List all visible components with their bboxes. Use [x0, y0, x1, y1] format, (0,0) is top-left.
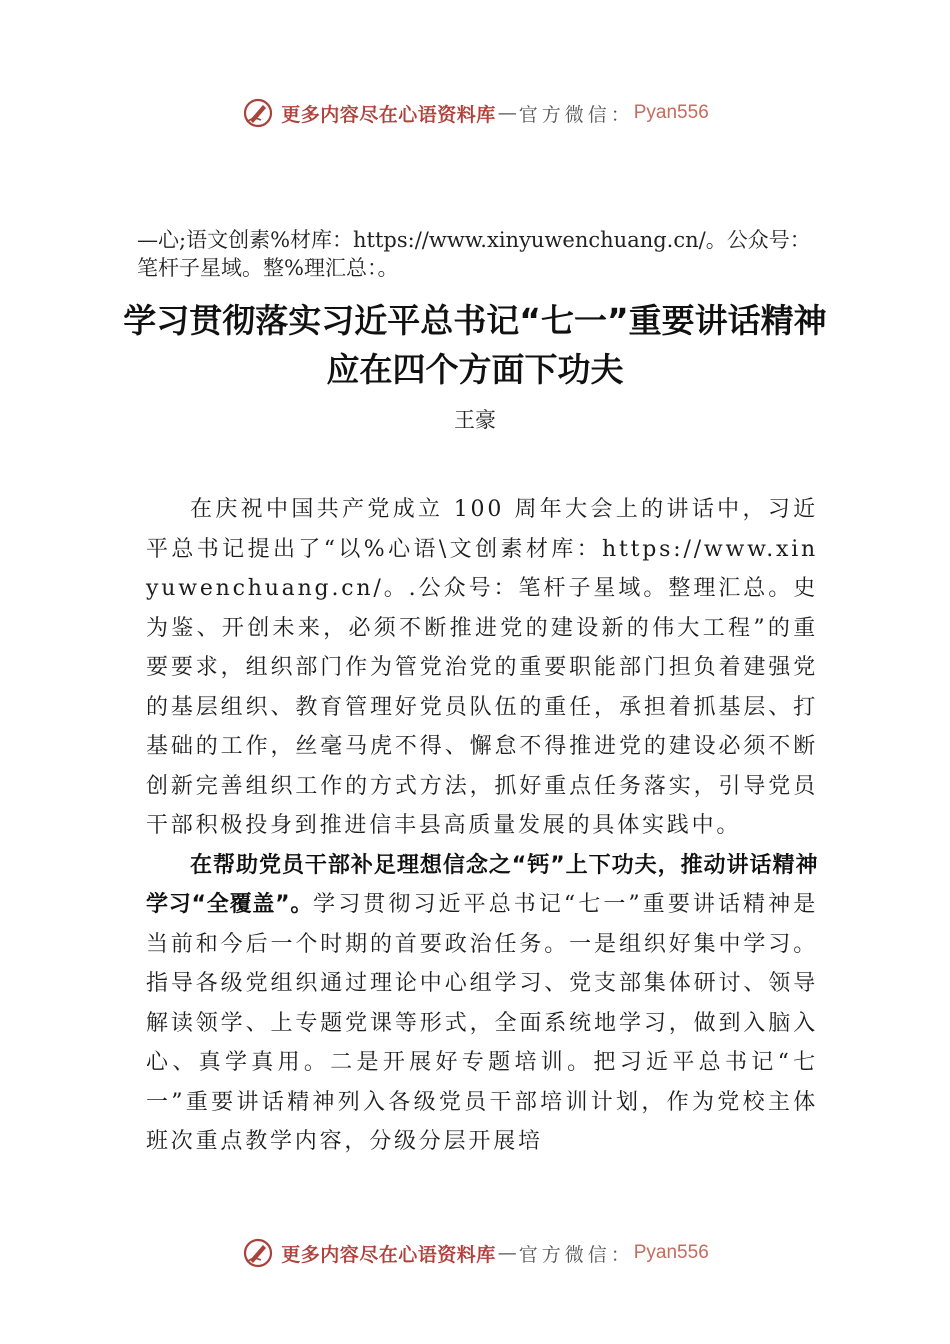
header-banner: [0, 93, 950, 133]
paragraph-intro: 在庆祝中国共产党成立 100 周年大会上的讲话中，习近平总书记提出了“以%心语\文创素材库：https://www.xinyuwenchuang.cn/。.公众号：笔杆子星域。整理汇总。史为鉴、开创未来，必须不断推进党的建设新的伟大工程”的重要要求，组织部门作为管党治党的重要职能部门担负着建强党的基层组织、教育管理好党员队伍的重任，承担着抓基层、打基础的工作，丝毫马虎不得、懈怠不得推进党的建设必须不断创新完善组织工作的方式方法，抓好重点任务落实，引导党员干部积极投身到推进信丰县高质量发展的具体实践中。: [146, 497, 818, 838]
banner-brand-text: 更多内容尽在心语资料库: [281, 103, 496, 126]
paragraph-section-1: [146, 846, 818, 1162]
footer-banner: [0, 1233, 950, 1273]
document-author: 王豪: [454, 408, 496, 432]
pen-logo-icon: [241, 96, 275, 130]
banner-separator: —: [497, 102, 517, 124]
section-1-heading: 在帮助党员干部补足理想信念之“钙”上下功夫，推动讲话精神学习“全覆盖”。: [146, 852, 818, 917]
section-1-body: 学习贯彻习近平总书记“七一”重要讲话精神是当前和今后一个时期的首要政治任务。一是组织好集中学习。指导各级党组织通过理论中心组学习、党支部集体研讨、领导解读领学、上专题党课等形式，全面系统地学习，做到入脑入心、真学真用。二是开展好专题培训。把习近平总书记“七一”重要讲话精神列入各级党员干部培训计划，作为党校主体班次重点教学内容，分级分层开展培: [146, 892, 819, 1154]
footer-separator: —: [497, 1242, 517, 1264]
pen-logo-icon: [241, 1236, 275, 1270]
footer-wechat-id: Pyan556: [633, 1242, 709, 1263]
banner-wechat-label: 官方微信：: [518, 103, 634, 126]
source-note: —心;语文创素%材库：https://www.xinyuwenchuang.cn/。公众号：笔杆子星域。整%理汇总：。: [137, 228, 811, 280]
document-body: [146, 490, 818, 1162]
footer-brand-text: 更多内容尽在心语资料库: [281, 1243, 496, 1266]
document-title: 学习贯彻落实习近平总书记“七一”重要讲话精神应在四个方面下功夫: [123, 301, 827, 389]
banner-wechat-id: Pyan556: [633, 102, 709, 123]
footer-wechat-label: 官方微信：: [518, 1243, 634, 1266]
